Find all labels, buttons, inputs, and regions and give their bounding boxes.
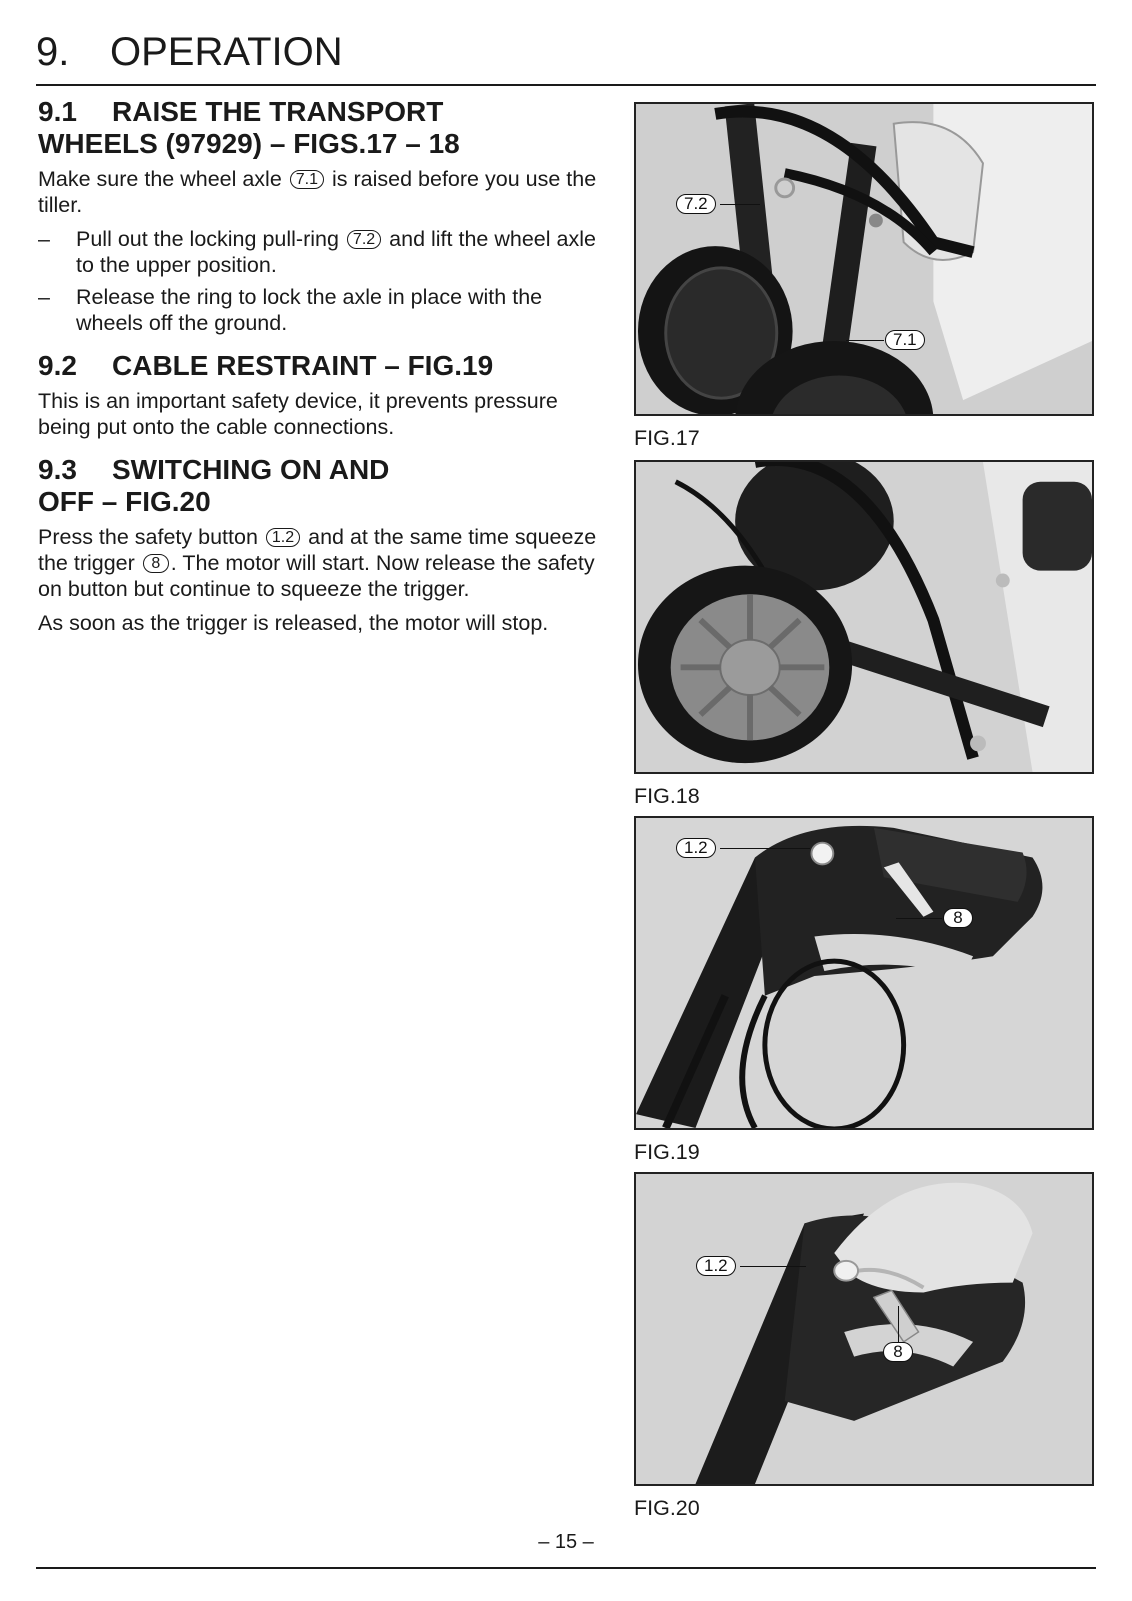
figure-19-caption: FIG.19 [634,1140,700,1164]
text: and at the same time squeeze the trigger [38,525,597,575]
section-title-line1: RAISE THE TRANSPORT [112,96,444,127]
leader-line [896,918,942,919]
section-heading [38,350,598,382]
section-title: CABLE RESTRAINT – FIG.19 [112,350,494,381]
leader-line [740,1266,806,1267]
hand-operating-trigger-illustration [636,1174,1092,1484]
section-heading [38,454,598,518]
chapter-title: OPERATION [110,30,343,74]
instructions-column [38,96,598,650]
paragraph [38,166,598,218]
callout-7-2: 7.2 [676,194,716,214]
section-9-1 [38,96,598,336]
callout-1-2: 1.2 [696,1256,736,1276]
figure-18-caption: FIG.18 [634,784,700,808]
leader-line [720,848,810,849]
bullet-dash: – [38,285,50,309]
text: Make sure the wheel axle [38,167,282,191]
callout-8: 8 [883,1342,913,1362]
bullet-dash: – [38,227,50,251]
footer-divider [36,1567,1096,1569]
list-item [38,284,598,336]
section-number: 9.3 [38,454,77,485]
leader-line [846,340,884,341]
text: is raised before you use the tiller. [38,167,597,217]
section-title-line2: OFF – FIG.20 [38,486,211,517]
section-title-line2: WHEELS (97929) – FIGS.17 – 18 [38,128,460,159]
page-header [36,28,1096,86]
leader-line [720,204,760,205]
part-reference: 1.2 [266,528,300,547]
section-title-line1: SWITCHING ON AND [112,454,390,485]
text: Pull out the locking pull-ring [76,227,339,251]
figure-20-photo [634,1172,1094,1486]
figure-17-photo [634,102,1094,416]
page-number: – 15 – [538,1531,594,1553]
section-number: 9.2 [38,350,77,381]
section-number: 9.1 [38,96,77,127]
section-9-3 [38,454,598,636]
paragraph [38,524,598,602]
text: and lift the wheel axle to the upper position. [76,227,596,277]
section-9-2 [38,350,598,440]
part-reference: 8 [143,554,169,573]
wheel-axle-illustration [636,104,1092,414]
figure-18-photo [634,460,1094,774]
figure-20-caption: FIG.20 [634,1496,700,1520]
part-reference: 7.2 [347,230,381,249]
paragraph: This is an important safety device, it prevents pressure being put onto the cable connections. [38,389,558,439]
section-heading [38,96,598,160]
leader-line [898,1306,899,1342]
text: Release the ring to lock the axle in place with the wheels off the ground. [76,285,543,335]
callout-1-2: 1.2 [676,838,716,858]
handle-trigger-illustration [636,818,1092,1128]
callout-7-1: 7.1 [885,330,925,350]
figure-17-caption: FIG.17 [634,426,700,450]
part-reference: 7.1 [290,170,324,189]
transport-wheel-illustration [636,462,1092,772]
page-title [36,28,343,76]
callout-8: 8 [943,908,973,928]
text: Press the safety button [38,525,258,549]
chapter-number: 9. [36,30,70,74]
paragraph: As soon as the trigger is released, the motor will stop. [38,611,549,635]
text: . The motor will start. Now release the safety on button but continue to squeeze the trigger. [38,551,595,601]
figure-19-photo [634,816,1094,1130]
list-item [38,226,598,278]
